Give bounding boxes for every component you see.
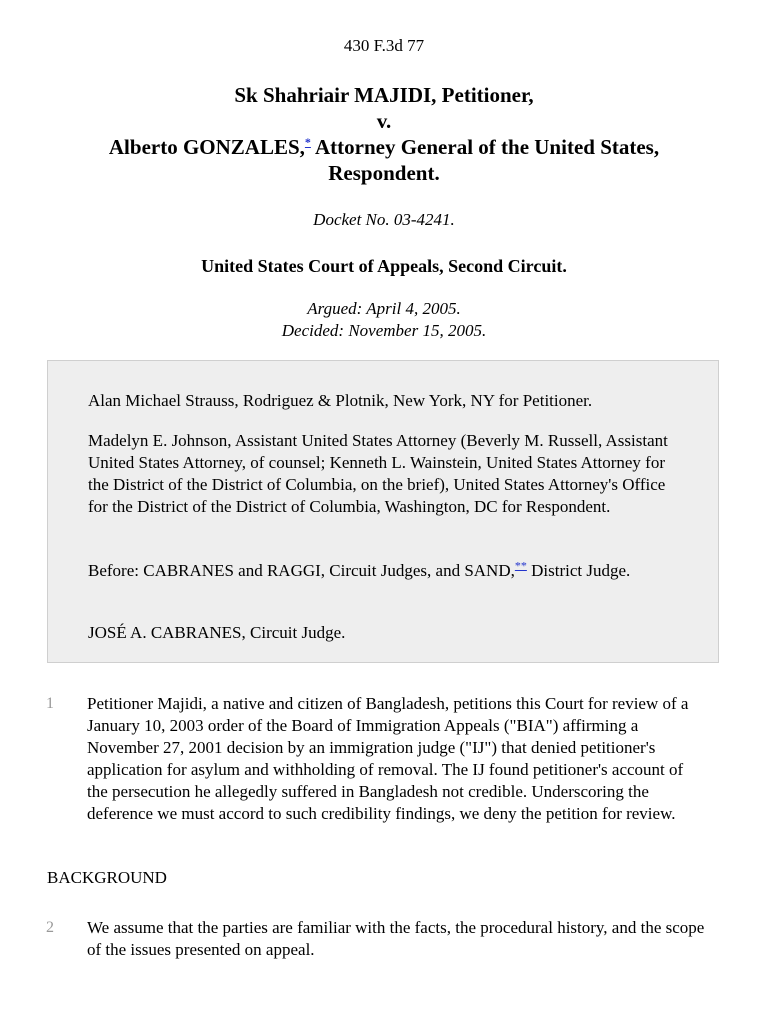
court-name: United States Court of Appeals, Second Circuit. [201, 256, 567, 276]
counsel-box [47, 360, 719, 663]
petitioner-counsel: Alan Michael Strauss, Rodriguez & Plotnik, New York, NY for Petitioner. [88, 391, 593, 410]
footnote-link-1[interactable]: * [304, 135, 311, 149]
case-caption [0, 82, 768, 186]
citation: 430 F.3d 77 [343, 36, 425, 55]
footnote-link-2[interactable]: ** [514, 558, 527, 573]
paragraph-text: We assume that the parties are familiar with the facts, the procedural history, and the scope of the issues presented on appeal. [87, 918, 705, 959]
authoring-judge: JOSÉ A. CABRANES, Circuit Judge. [88, 623, 346, 642]
decided-date: Decided: November 15, 2005. [281, 321, 487, 340]
respondent-counsel: Madelyn E. Johnson, Assistant United States Attorney (Beverly M. Russell, Assistant United States Attorney, of counsel; Kenneth L. Wainstein, United States Attorney for the District of the District of Columbia, on the brief), United States Attorney's Office for the District of the District of Columbia, Washington, DC for Respondent. [88, 431, 668, 516]
case-dates [0, 298, 768, 342]
respondent-name: Alberto GONZALES, [108, 135, 305, 159]
petitioner-line: Sk Shahriair MAJIDI, Petitioner, [234, 83, 534, 107]
panel-after: District Judge. [526, 561, 631, 580]
paragraph-number: 1 [46, 695, 54, 712]
argued-date: Argued: April 4, 2005. [307, 299, 461, 318]
respondent-title: Attorney General of the United States, [310, 135, 660, 159]
panel-before: Before: CABRANES and RAGGI, Circuit Judges, and SAND, [88, 561, 515, 580]
respondent-role: Respondent. [328, 161, 440, 185]
paragraph-text: Petitioner Majidi, a native and citizen of Bangladesh, petitions this Court for review of a January 10, 2003 order of the Board of Immigration Appeals ("BIA") affirming a November 27, 2001 decision by an immigration judge ("IJ") that denied petitioner's application for asylum and withholding of removal. The IJ found petitioner's account of the persecution he allegedly suffered in Bangladesh not credible. Underscoring the deference we must accord to such credibility findings, we deny the petition for review. [87, 694, 689, 823]
section-heading: BACKGROUND [47, 868, 167, 887]
docket-number: Docket No. 03-4241. [313, 210, 455, 229]
respondent-line [0, 134, 768, 160]
panel-judges [88, 560, 688, 582]
paragraph-number: 2 [46, 919, 54, 936]
versus: v. [376, 109, 392, 133]
